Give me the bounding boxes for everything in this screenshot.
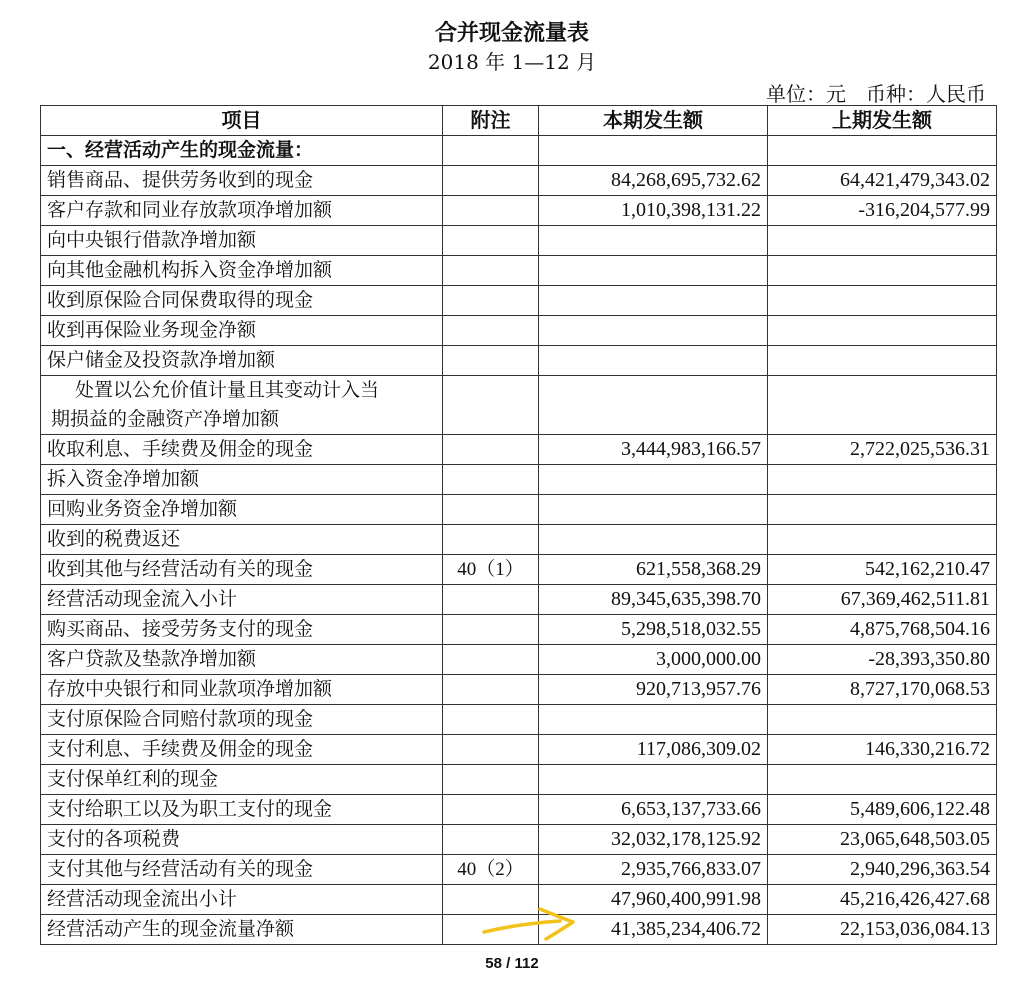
table-row: [41, 525, 997, 555]
row-label: 收到再保险业务现金净额: [41, 316, 443, 346]
row-label: 收到的税费返还: [41, 525, 443, 555]
row-current: [539, 765, 768, 795]
row-prior: 8,727,170,068.53: [768, 675, 997, 705]
row-label: 收到其他与经营活动有关的现金: [41, 555, 443, 585]
row-current: [539, 376, 768, 435]
row-label: 向其他金融机构拆入资金净增加额: [41, 256, 443, 286]
row-current: 5,298,518,032.55: [539, 615, 768, 645]
table-row: [41, 795, 997, 825]
row-label: 客户存款和同业存放款项净增加额: [41, 196, 443, 226]
row-note: [443, 495, 539, 525]
row-prior: [768, 465, 997, 495]
row-label: 支付利息、手续费及佣金的现金: [41, 735, 443, 765]
row-current: [539, 465, 768, 495]
row-note: [443, 705, 539, 735]
row-label: 向中央银行借款净增加额: [41, 226, 443, 256]
row-prior: [768, 346, 997, 376]
row-label: 支付原保险合同赔付款项的现金: [41, 705, 443, 735]
row-label: 经营活动现金流出小计: [41, 885, 443, 915]
table-row: [41, 256, 997, 286]
row-prior: 67,369,462,511.81: [768, 585, 997, 615]
cash-flow-table: [40, 105, 997, 945]
row-current: 47,960,400,991.98: [539, 885, 768, 915]
hand-drawn-arrow-icon: [480, 906, 580, 942]
row-note: [443, 615, 539, 645]
row-current: [539, 346, 768, 376]
row-prior: 4,875,768,504.16: [768, 615, 997, 645]
row-label-line2: 期损益的金融资产净增加额: [51, 408, 280, 430]
row-note: 40（1）: [443, 555, 539, 585]
document-period: 2018 年 1—12 月: [427, 50, 597, 74]
row-prior: [768, 226, 997, 256]
row-current: 32,032,178,125.92: [539, 825, 768, 855]
table-row: [41, 555, 997, 585]
table-row: [41, 615, 997, 645]
row-prior: 23,065,648,503.05: [768, 825, 997, 855]
table-row: [41, 675, 997, 705]
row-prior: 5,489,606,122.48: [768, 795, 997, 825]
row-current: [539, 136, 768, 166]
row-prior: [768, 525, 997, 555]
row-note: [443, 166, 539, 196]
col-header-prior: 上期发生额: [768, 106, 997, 136]
table-row-subtotal: [41, 585, 997, 615]
row-label: 拆入资金净增加额: [41, 465, 443, 495]
row-note: [443, 645, 539, 675]
row-label: 客户贷款及垫款净增加额: [41, 645, 443, 675]
row-note: [443, 825, 539, 855]
table-row: [41, 735, 997, 765]
row-prior: -316,204,577.99: [768, 196, 997, 226]
row-note: [443, 795, 539, 825]
row-prior: 45,216,426,427.68: [768, 885, 997, 915]
table-row: [41, 495, 997, 525]
row-label: 经营活动产生的现金流量净额: [41, 915, 443, 945]
row-note: [443, 196, 539, 226]
row-current: [539, 705, 768, 735]
row-current: [539, 525, 768, 555]
table-row: [41, 346, 997, 376]
row-label: 支付保单红利的现金: [41, 765, 443, 795]
col-header-item: 项目: [41, 106, 443, 136]
row-current: 3,000,000.00: [539, 645, 768, 675]
row-label: 收取利息、手续费及佣金的现金: [41, 435, 443, 465]
col-header-note: 附注: [443, 106, 539, 136]
row-current: 621,558,368.29: [539, 555, 768, 585]
row-prior: [768, 286, 997, 316]
row-prior: 146,330,216.72: [768, 735, 997, 765]
row-note: [443, 316, 539, 346]
row-label: 经营活动现金流入小计: [41, 585, 443, 615]
row-prior: [768, 316, 997, 346]
row-prior: 542,162,210.47: [768, 555, 997, 585]
row-prior: [768, 765, 997, 795]
row-note: [443, 735, 539, 765]
table-header-row: [41, 106, 997, 136]
table-row: [41, 316, 997, 346]
table-row: [41, 286, 997, 316]
table-row: [41, 465, 997, 495]
page-number: 58 / 112: [485, 955, 539, 972]
row-current: 3,444,983,166.57: [539, 435, 768, 465]
currency-unit: 单位：元 币种：人民币: [766, 82, 986, 106]
row-label-line1: 处置以公允价值计量且其变动计入当: [75, 379, 380, 401]
row-label: 存放中央银行和同业款项净增加额: [41, 675, 443, 705]
row-current: 920,713,957.76: [539, 675, 768, 705]
row-label: 收到原保险合同保费取得的现金: [41, 286, 443, 316]
table-row: [41, 705, 997, 735]
row-current: [539, 286, 768, 316]
row-note: [443, 525, 539, 555]
table-row: [41, 645, 997, 675]
row-label: 保户储金及投资款净增加额: [41, 346, 443, 376]
table-row: [41, 166, 997, 196]
row-label: 销售商品、提供劳务收到的现金: [41, 166, 443, 196]
row-label: 支付其他与经营活动有关的现金: [41, 855, 443, 885]
row-prior: [768, 376, 997, 435]
row-prior: [768, 256, 997, 286]
row-current: 84,268,695,732.62: [539, 166, 768, 196]
table-row: [41, 136, 997, 166]
table-row: [41, 226, 997, 256]
row-note: [443, 765, 539, 795]
row-note: [443, 675, 539, 705]
row-prior: -28,393,350.80: [768, 645, 997, 675]
row-note: [443, 435, 539, 465]
row-current: [539, 256, 768, 286]
table-row: [41, 765, 997, 795]
row-prior: 22,153,036,084.13: [768, 915, 997, 945]
row-note: 40（2）: [443, 855, 539, 885]
table-row: [41, 376, 997, 435]
row-label: 一、经营活动产生的现金流量：: [41, 136, 443, 166]
row-note: [443, 376, 539, 435]
row-note: [443, 465, 539, 495]
row-label: 支付给职工以及为职工支付的现金: [41, 795, 443, 825]
row-prior: [768, 705, 997, 735]
row-note: [443, 136, 539, 166]
row-current: 117,086,309.02: [539, 735, 768, 765]
table-row: [41, 855, 997, 885]
row-current: 1,010,398,131.22: [539, 196, 768, 226]
row-current: 89,345,635,398.70: [539, 585, 768, 615]
row-note: [443, 346, 539, 376]
row-label: 回购业务资金净增加额: [41, 495, 443, 525]
row-note: [443, 585, 539, 615]
row-prior: 2,722,025,536.31: [768, 435, 997, 465]
row-label: 购买商品、接受劳务支付的现金: [41, 615, 443, 645]
table-row: [41, 435, 997, 465]
row-current: 41,385,234,406.72: [539, 915, 768, 945]
row-label: [41, 376, 443, 435]
row-current: 2,935,766,833.07: [539, 855, 768, 885]
row-note: [443, 256, 539, 286]
table-row: [41, 825, 997, 855]
row-current: [539, 495, 768, 525]
row-current: [539, 226, 768, 256]
row-current: 6,653,137,733.66: [539, 795, 768, 825]
table-row: [41, 196, 997, 226]
col-header-current: 本期发生额: [539, 106, 768, 136]
row-prior: 2,940,296,363.54: [768, 855, 997, 885]
row-current: [539, 316, 768, 346]
row-prior: [768, 136, 997, 166]
document-title: 合并现金流量表: [434, 20, 589, 46]
row-prior: [768, 495, 997, 525]
row-prior: 64,421,479,343.02: [768, 166, 997, 196]
row-note: [443, 226, 539, 256]
row-note: [443, 286, 539, 316]
row-label: 支付的各项税费: [41, 825, 443, 855]
